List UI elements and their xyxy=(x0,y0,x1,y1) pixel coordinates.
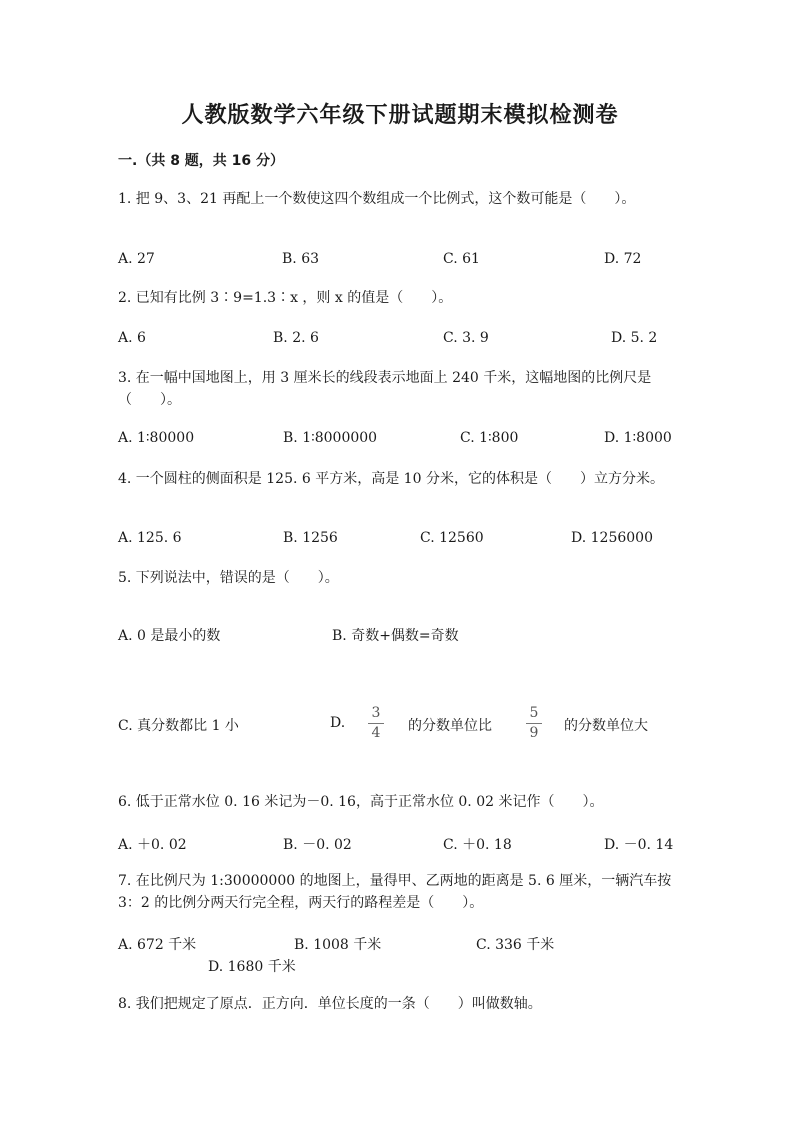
q2-option-a: A. 6 xyxy=(118,330,146,346)
q5-fraction-three-quarters xyxy=(365,706,387,741)
q3-option-d: D. 1∶8000 xyxy=(604,430,672,446)
page-title: 人教版数学六年级下册试题期末模拟检测卷 xyxy=(181,103,619,128)
q2-option-d: D. 5. 2 xyxy=(611,330,658,346)
question-2-text: 2. 已知有比例 3∶9=1.3∶x ，则 x 的值是（ ）。 xyxy=(118,290,453,306)
q6-option-d: D. －0. 14 xyxy=(604,837,674,853)
fraction-denominator: 4 xyxy=(371,725,381,741)
q7-option-d: D. 1680 千米 xyxy=(208,959,296,975)
fraction-denominator: 9 xyxy=(529,725,539,741)
q3-option-c: C. 1∶800 xyxy=(460,430,519,446)
q1-option-c: C. 61 xyxy=(443,251,480,267)
question-1-text: 1. 把 9、3、21 再配上一个数使这四个数组成一个比例式，这个数可能是（ ）。 xyxy=(118,191,636,207)
q7-option-c: C. 336 千米 xyxy=(476,937,555,953)
question-4-text: 4. 一个圆柱的侧面积是 125. 6 平方米，高是 10 分米，它的体积是（ ）立方分米。 xyxy=(118,471,664,487)
question-6-text: 6. 低于正常水位 0. 16 米记为－0. 16，高于正常水位 0. 02 米记作（ ）。 xyxy=(118,794,604,810)
q2-option-b: B. 2. 6 xyxy=(273,330,319,346)
question-8-text: 8. 我们把规定了原点．正方向．单位长度的一条（ ）叫做数轴。 xyxy=(118,996,542,1012)
q6-option-b: B. －0. 02 xyxy=(283,837,352,853)
q1-option-d: D. 72 xyxy=(604,251,642,267)
q5-option-d: D. xyxy=(330,715,346,731)
q5-option-a: A. 0 是最小的数 xyxy=(118,628,221,644)
q1-option-a: A. 27 xyxy=(118,251,155,267)
q5-option-b: B. 奇数+偶数=奇数 xyxy=(332,628,459,644)
fraction-numerator: 3 xyxy=(371,705,381,721)
q4-option-d: D. 1256000 xyxy=(571,530,653,546)
q6-option-c: C. ＋0. 18 xyxy=(443,837,512,853)
question-3-text: 3. 在一幅中国地图上，用 3 厘米长的线段表示地面上 240 千米，这幅地图的比例尺是（ ）。 xyxy=(118,370,652,408)
question-5-text: 5. 下列说法中，错误的是（ ）。 xyxy=(118,570,339,586)
q3-option-b: B. 1∶8000000 xyxy=(283,430,378,446)
q6-option-a: A. ＋0. 02 xyxy=(118,837,187,853)
q5-fraction-five-ninths xyxy=(523,706,545,741)
q4-option-c: C. 12560 xyxy=(420,530,484,546)
question-7-text: 7. 在比例尺为 1:30000000 的地图上，量得甲、乙两地的距离是 5. 6 厘米，一辆汽车按 3：2 的比例分两天行完全程，两天行的路程差是（ ）。 xyxy=(118,873,672,911)
section-heading: 一.（共 8 题，共 16 分） xyxy=(118,153,285,169)
fraction-numerator: 5 xyxy=(529,705,539,721)
fraction-bar xyxy=(526,723,542,724)
q7-option-a: A. 672 千米 xyxy=(118,937,197,953)
q4-option-b: B. 1256 xyxy=(283,530,338,546)
fraction-bar xyxy=(368,723,384,724)
q3-option-a: A. 1∶80000 xyxy=(118,430,195,446)
q2-option-c: C. 3. 9 xyxy=(443,330,489,346)
q1-option-b: B. 63 xyxy=(282,251,320,267)
q4-option-a: A. 125. 6 xyxy=(118,530,182,546)
q7-option-b: B. 1008 千米 xyxy=(294,937,382,953)
q5-option-d-middle: 的分数单位比 xyxy=(408,718,492,734)
q5-option-c: C. 真分数都比 1 小 xyxy=(118,718,239,734)
q5-option-d-tail: 的分数单位大 xyxy=(564,718,648,734)
